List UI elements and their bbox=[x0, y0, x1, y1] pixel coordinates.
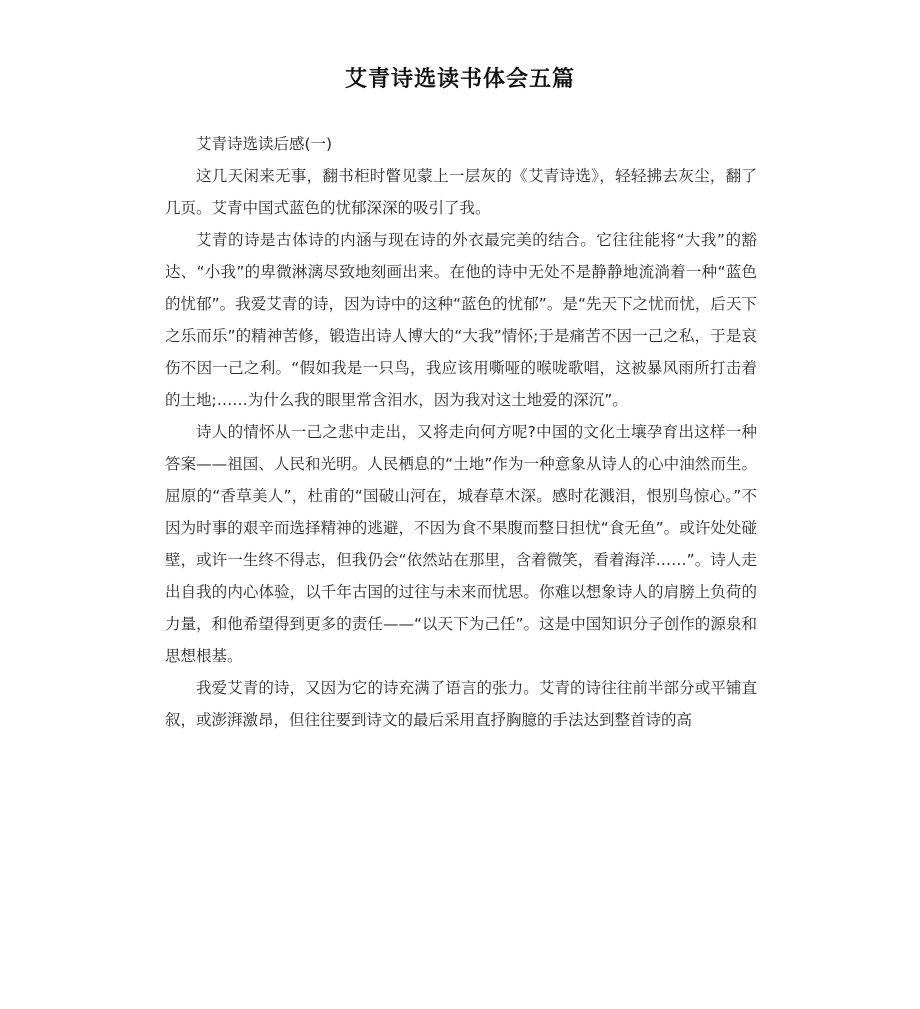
paragraph: 我爱艾青的诗，又因为它的诗充满了语言的张力。艾青的诗往往前半部分或平铺直叙，或澎湃激昂，但往往要到诗文的最后采用直抒胸臆的手法达到整首诗的高 bbox=[165, 679, 757, 729]
section-subtitle: 艾青诗选读后感(一) bbox=[196, 135, 333, 153]
paragraph: 诗人的情怀从一己之悲中走出，又将走向何方呢?中国的文化土壤孕育出这样一种答案——祖国、人民和光明。人民栖息的“土地”作为一种意象从诗人的心中油然而生。屈原的“香草美人”，杜甫的“国破山河在，城春草木深。感时花溅泪，恨别鸟惊心。”不因为时事的艰辛而选择精神的逃避，不因为食不果腹而整日担忧“食无鱼”。或许处处碰壁，或许一生终不得志，但我仍会“依然站在那里，含着微笑，看着海洋……”。诗人走出自我的内心体验，以千年古国的过往与未来而忧思。你难以想象诗人的肩膀上负荷的力量，和他希望得到更多的责任——“以天下为己任”。这是中国知识分子创作的源泉和思想根基。 bbox=[165, 423, 757, 665]
paragraph: 艾青的诗是古体诗的内涵与现在诗的外衣最完美的结合。它往往能将“大我”的豁达、“小我”的卑微淋漓尽致地刻画出来。在他的诗中无处不是静静地流淌着一种“蓝色的忧郁”。我爱艾青的诗，因为诗中的这种“蓝色的忧郁”。是“先天下之忧而忧，后天下之乐而乐”的精神苦修，锻造出诗人博大的“大我”情怀;于是痛苦不因一己之私，于是哀伤不因一己之利。“假如我是一只鸟，我应该用嘶哑的喉咙歌唱，这被暴风雨所打击着的土地;……为什么我的眼里常含泪水，因为我对这土地爱的深沉”。 bbox=[165, 231, 757, 409]
document-title: 艾青诗选读书体会五篇 bbox=[344, 67, 575, 92]
paragraph: 这几天闲来无事，翻书柜时瞥见蒙上一层灰的《艾青诗选》，轻轻拂去灰尘，翻了几页。艾青中国式蓝色的忧郁深深的吸引了我。 bbox=[165, 167, 757, 217]
document-body bbox=[165, 128, 757, 736]
